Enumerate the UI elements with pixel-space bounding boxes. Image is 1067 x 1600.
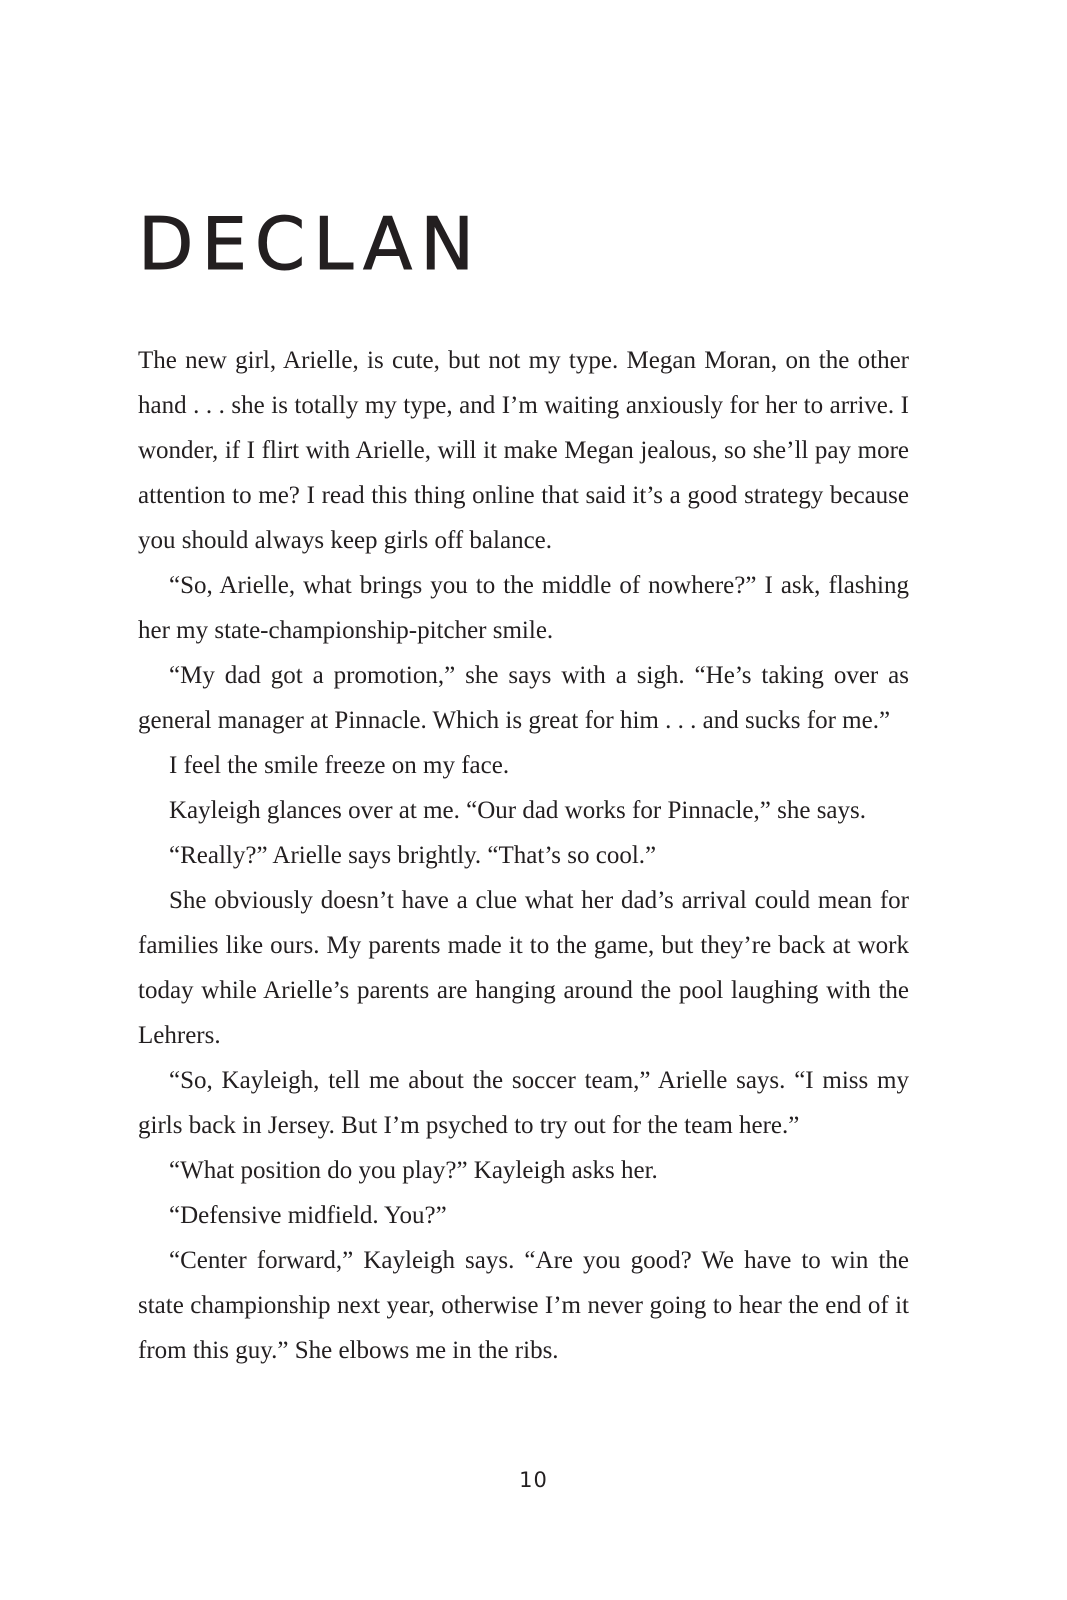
paragraph: “Defensive midfield. You?”	[169, 1202, 447, 1229]
paragraph: “So, Arielle, what brings you to the middle of nowhere?” I ask, flashing her my state-championship-pitcher smile.	[138, 572, 909, 644]
paragraph: “What position do you play?” Kayleigh asks her.	[169, 1157, 658, 1184]
page-number: 10	[519, 1468, 548, 1492]
body-text	[138, 338, 909, 1373]
paragraph: She obviously doesn’t have a clue what her dad’s arrival could mean for families like ours. My parents made it to the game, but they’re back at work today while Arielle’s parents are hanging around the pool laughing with the Lehrers.	[138, 887, 909, 1049]
paragraph: I feel the smile freeze on my face.	[169, 752, 510, 779]
paragraph: The new girl, Arielle, is cute, but not my type. Megan Moran, on the other hand . . . she is totally my type, and I’m waiting anxiously for her to arrive. I wonder, if I flirt with Arielle, will it make Megan jealous, so she’ll pay more attention to me? I read this thing online that said it’s a good strategy because you should always keep girls off balance.	[138, 347, 909, 554]
paragraph: “Really?” Arielle says brightly. “That’s so cool.”	[169, 842, 657, 869]
paragraph: “Center forward,” Kayleigh says. “Are you good? We have to win the state championship next year, otherwise I’m never going to hear the end of it from this guy.” She elbows me in the ribs.	[138, 1247, 909, 1364]
chapter-title: DECLAN	[138, 202, 483, 286]
paragraph: “So, Kayleigh, tell me about the soccer team,” Arielle says. “I miss my girls back in Jersey. But I’m psyched to try out for the team here.”	[138, 1067, 909, 1139]
paragraph: “My dad got a promotion,” she says with a sigh. “He’s taking over as general manager at Pinnacle. Which is great for him . . . and sucks for me.”	[138, 662, 909, 734]
paragraph: Kayleigh glances over at me. “Our dad works for Pinnacle,” she says.	[169, 797, 866, 824]
